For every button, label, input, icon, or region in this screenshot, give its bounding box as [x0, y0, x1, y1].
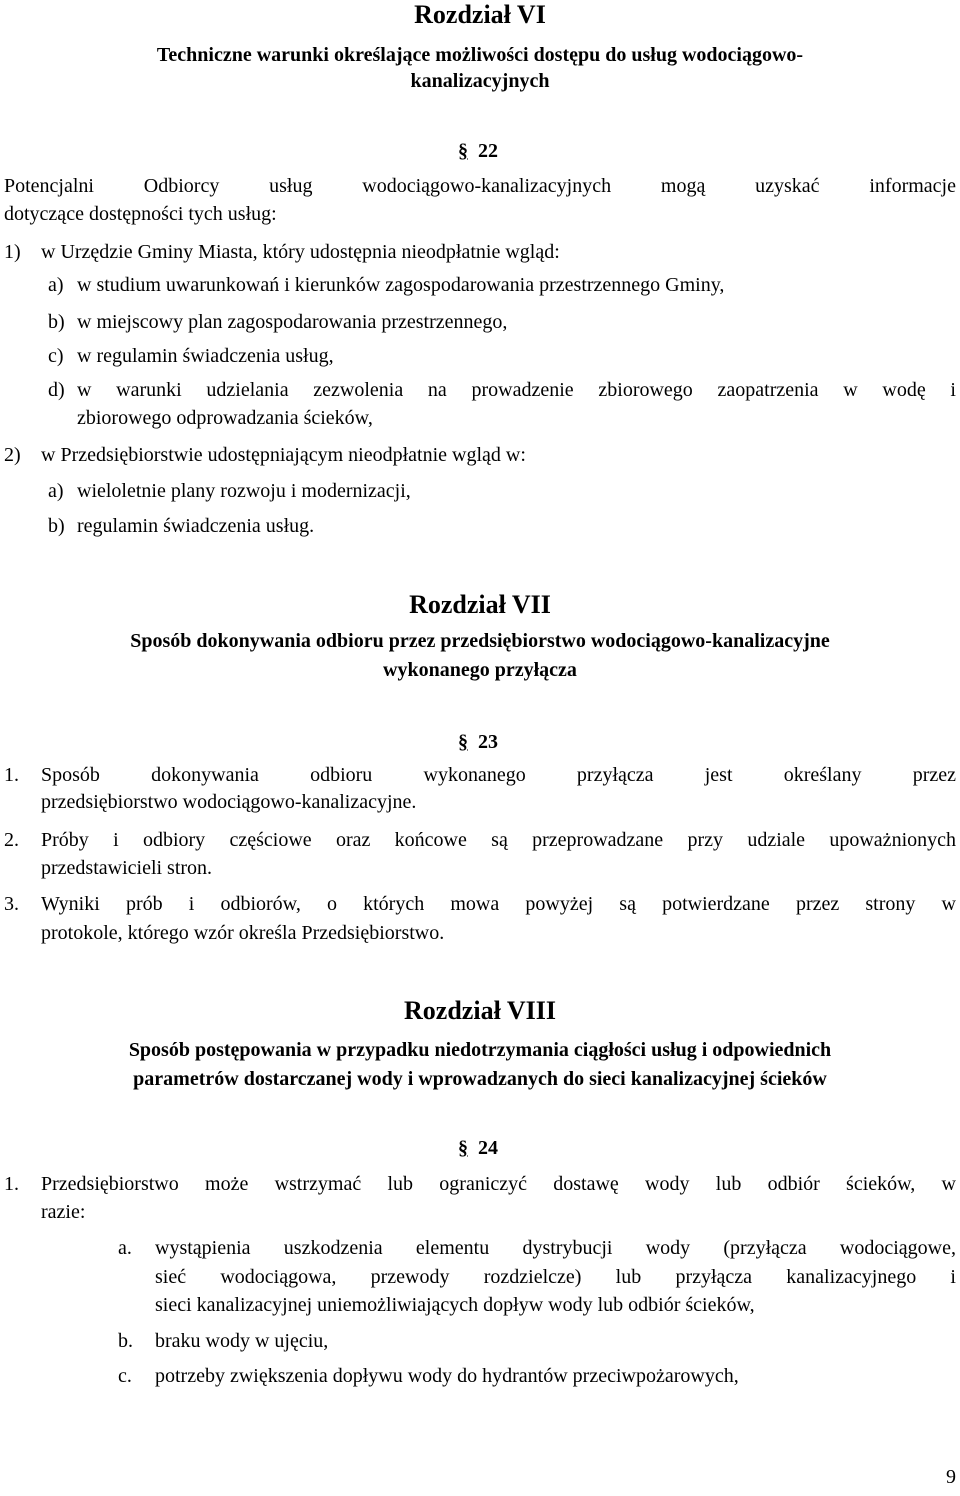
item-1a-text: w studium uwarunkowań i kierunków zagospodarowania przestrzennego Gminy, — [77, 274, 725, 296]
item-2-number: 2) — [4, 444, 21, 466]
ch8-item-a-line2: sieć wodociągowa, przewody rozdzielcze) lub przyłącza kanalizacyjnego i — [155, 1266, 956, 1288]
chapter-8-title: Rozdział VIII — [404, 996, 556, 1025]
point-1-number: 1. — [4, 764, 19, 786]
point-1-line2: przedsiębiorstwo wodociągowo-kanalizacyjne. — [41, 791, 417, 813]
item-1-number: 1) — [4, 241, 21, 263]
chapter-6-subtitle-line2: kanalizacyjnych — [410, 70, 550, 92]
item-2b-text: regulamin świadczenia usług. — [77, 515, 315, 537]
item-1a-label: a) — [48, 274, 64, 296]
point-1-line1: Sposób dokonywania odbioru wykonanego przyłącza jest określany przez — [41, 764, 956, 786]
ch8-item-a-line1: wystąpienia uszkodzenia elementu dystrybucji wody (przyłącza wodociągowe, — [155, 1237, 956, 1259]
point-2-line1: Próby i odbiory częściowe oraz końcowe są przeprowadzane przy udziale upoważnionych — [41, 829, 956, 851]
ch8-item-a-label: a. — [118, 1237, 132, 1259]
item-1b-label: b) — [48, 311, 65, 333]
paragraph-number: 22 — [478, 140, 498, 162]
point-3-number: 3. — [4, 893, 19, 915]
item-2a-label: a) — [48, 480, 64, 502]
section-sign: § — [458, 140, 468, 162]
item-2b-label: b) — [48, 515, 65, 537]
ch8-item-c-text: potrzeby zwiększenia dopływu wody do hydrantów przeciwpożarowych, — [155, 1365, 739, 1387]
item-1c-label: c) — [48, 345, 64, 367]
paragraph-24-heading — [458, 1136, 498, 1160]
paragraph-22-heading — [458, 139, 498, 163]
paragraph-number: 24 — [478, 1137, 498, 1159]
chapter-6-title: Rozdział VI — [414, 0, 546, 29]
point-3-line2: protokole, którego wzór określa Przedsiębiorstwo. — [41, 922, 445, 944]
item-1-text: w Urzędzie Gminy Miasta, który udostępnia nieodpłatnie wgląd: — [41, 241, 560, 263]
ch8-item-a-line3: sieci kanalizacyjnej uniemożliwiających dopływ wody lub odbiór ścieków, — [155, 1294, 755, 1316]
paragraph-23-heading — [458, 730, 498, 754]
point-3-line1: Wyniki prób i odbiorów, o których mowa powyżej są potwierdzane przez strony w — [41, 893, 956, 915]
item-1d-text-line2: zbiorowego odprowadzania ścieków, — [77, 407, 373, 429]
chapter-8-subtitle-line1: Sposób postępowania w przypadku niedotrzymania ciągłości usług i odpowiednich — [128, 1039, 832, 1061]
item-1d-label: d) — [48, 379, 65, 401]
section-sign: § — [458, 731, 468, 753]
item-1b-text: w miejscowy plan zagospodarowania przestrzennego, — [77, 311, 508, 333]
page-number: 9 — [946, 1466, 956, 1488]
ch8-item-c-label: c. — [118, 1365, 132, 1387]
item-2a-text: wieloletnie plany rozwoju i modernizacji, — [77, 480, 411, 502]
intro-line1: Potencjalni Odbiorcy usług wodociągowo-kanalizacyjnych mogą uzyskać informacje — [4, 175, 956, 197]
ch8-item-b-label: b. — [118, 1330, 133, 1352]
chapter-8-subtitle-line2: parametrów dostarczanej wody i wprowadzanych do sieci kanalizacyjnej ścieków — [133, 1068, 827, 1090]
point-2-number: 2. — [4, 829, 19, 851]
item-1c-text: w regulamin świadczenia usług, — [77, 345, 334, 367]
item-2-text: w Przedsiębiorstwie udostępniającym nieodpłatnie wgląd w: — [41, 444, 526, 466]
chapter-7-title: Rozdział VII — [409, 590, 551, 619]
intro-line2: dotyczące dostępności tych usług: — [4, 203, 277, 225]
ch8-point-1-line2: razie: — [41, 1201, 86, 1223]
chapter-7-subtitle-line1: Sposób dokonywania odbioru przez przedsiębiorstwo wodociągowo-kanalizacyjne — [130, 630, 830, 652]
item-1d-text-line1: w warunki udzielania zezwolenia na prowadzenie zbiorowego zaopatrzenia w wodę i — [77, 379, 956, 401]
ch8-point-1-line1: Przedsiębiorstwo może wstrzymać lub ograniczyć dostawę wody lub odbiór ścieków, w — [41, 1173, 956, 1195]
point-2-line2: przedstawicieli stron. — [41, 857, 213, 879]
section-sign: § — [458, 1137, 468, 1159]
ch8-point-1-number: 1. — [4, 1173, 19, 1195]
chapter-6-subtitle-line1: Techniczne warunki określające możliwości dostępu do usług wodociągowo- — [156, 44, 804, 66]
chapter-7-subtitle-line2: wykonanego przyłącza — [383, 659, 577, 681]
ch8-item-b-text: braku wody w ujęciu, — [155, 1330, 329, 1352]
paragraph-number: 23 — [478, 731, 498, 753]
